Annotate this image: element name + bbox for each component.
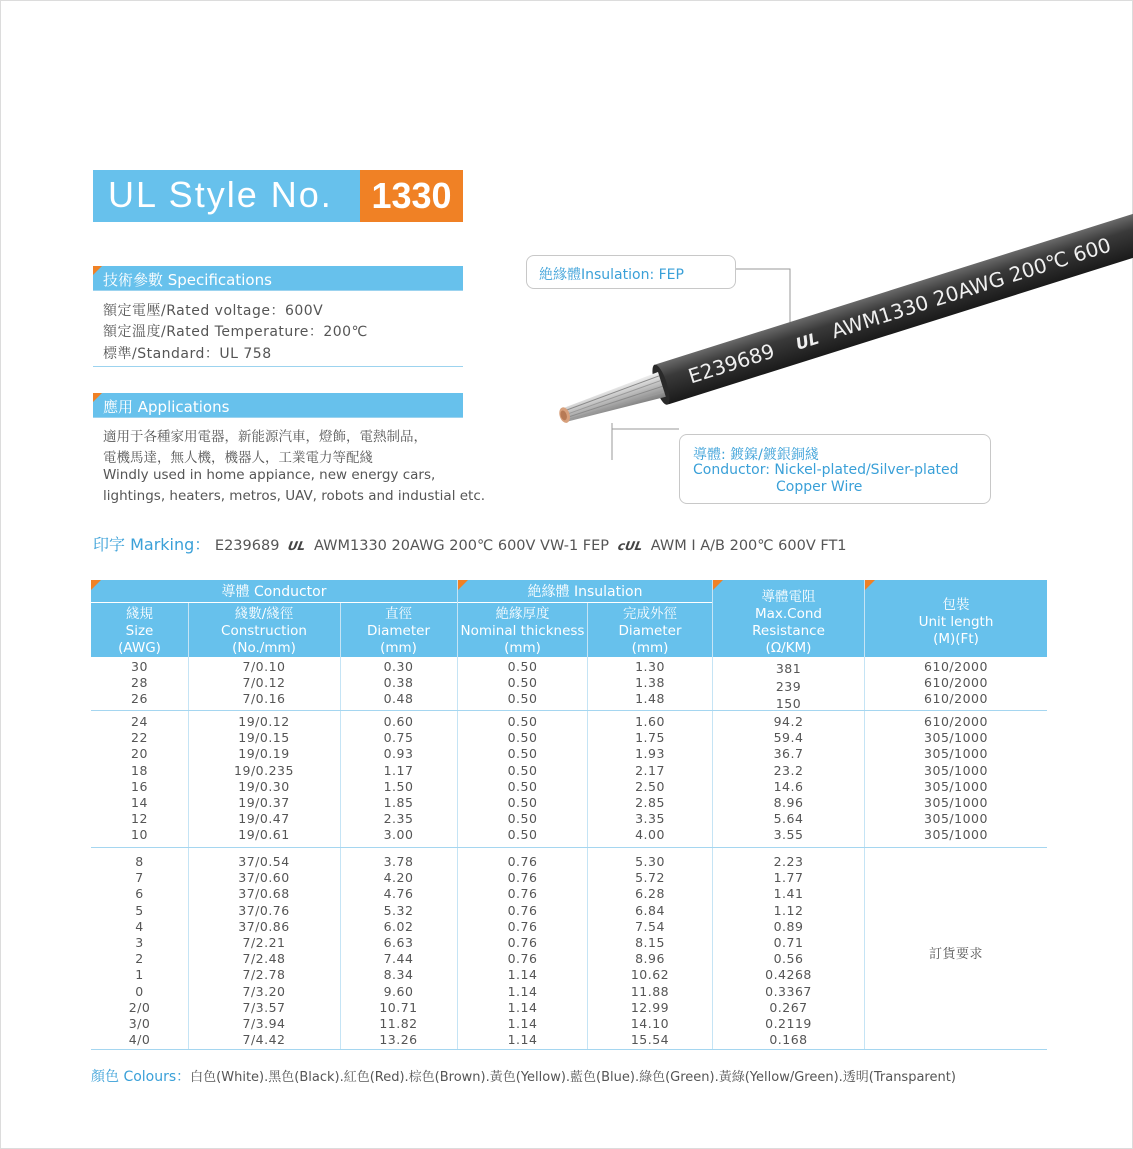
cell-construction: 37/0.68	[238, 886, 290, 901]
cable-illustration	[540, 200, 1133, 460]
cell-unit-length: 305/1000	[924, 827, 988, 842]
cell-resistance: 0.267	[769, 1000, 808, 1015]
cell-od: 11.88	[630, 984, 670, 999]
cell-thickness: 1.14	[507, 967, 538, 982]
cell-size: 5	[135, 903, 144, 918]
table-bottom-line	[91, 1049, 1047, 1050]
cell-construction: 7/4.42	[242, 1032, 286, 1047]
cell-diameter: 9.60	[383, 984, 414, 999]
cell-construction: 7/2.21	[242, 935, 286, 950]
order-note: 訂貨要求	[928, 947, 983, 962]
cell-diameter: 3.00	[383, 827, 414, 842]
spec-rated-voltage: 額定電壓/Rated voltage：600V	[103, 303, 324, 319]
cell-construction: 7/3.57	[242, 1000, 286, 1015]
corner-triangle-icon	[93, 266, 102, 275]
cell-construction: 19/0.47	[238, 811, 290, 826]
title-prefix: UL Style No.	[108, 174, 333, 215]
cell-size: 26	[131, 691, 148, 706]
cell-construction: 19/0.12	[238, 714, 290, 729]
cell-size: 7	[135, 870, 144, 885]
cell-size: 24	[131, 714, 148, 729]
cell-od: 5.72	[635, 870, 665, 885]
applications-line-zh-1: 適用于各種家用電器，新能源汽車，燈飾，電熱制品，	[103, 429, 427, 445]
cell-unit-length: 305/1000	[924, 811, 988, 826]
cell-size: 3/0	[128, 1016, 151, 1031]
cell-construction: 7/0.10	[242, 659, 286, 674]
cell-unit-length: 610/2000	[924, 714, 988, 729]
cell-construction: 37/0.86	[238, 919, 290, 934]
cell-resistance: 0.89	[773, 919, 804, 934]
cell-diameter: 0.75	[383, 730, 414, 745]
cell-construction: 37/0.76	[238, 903, 290, 918]
cell-resistance: 3.55	[773, 827, 804, 842]
cell-thickness: 0.76	[507, 919, 538, 934]
cell-resistance: 239	[775, 678, 802, 694]
applications-header-label: 應用 Applications	[103, 398, 230, 416]
cell-size: 3	[135, 935, 144, 950]
cell-od: 1.48	[635, 691, 665, 706]
cell-size: 14	[131, 795, 148, 810]
cell-thickness: 0.50	[507, 795, 538, 810]
cell-resistance: 150	[775, 696, 802, 711]
cell-resistance: 5.64	[773, 811, 804, 826]
cell-od: 10.62	[630, 967, 670, 982]
col-header-thickness: 絶緣厚度 Nominal thickness (mm)	[460, 606, 585, 656]
specifications-header-label: 技術參數 Specifications	[103, 271, 272, 289]
cell-thickness: 1.14	[507, 1000, 538, 1015]
cell-size: 22	[131, 730, 148, 745]
cell-diameter: 1.50	[383, 779, 414, 794]
cell-diameter: 0.60	[383, 714, 414, 729]
cell-size: 2	[135, 951, 144, 966]
insulation-leader-line	[735, 269, 790, 328]
cell-diameter: 4.20	[383, 870, 414, 885]
cell-thickness: 1.14	[507, 1032, 538, 1047]
cell-diameter: 13.26	[379, 1032, 418, 1047]
cell-thickness: 0.76	[507, 903, 538, 918]
conductor-callout	[679, 434, 991, 504]
cell-od: 8.15	[635, 935, 665, 950]
cable-print-ul-mark: UL	[793, 328, 822, 354]
cell-thickness: 0.50	[507, 659, 538, 674]
cell-thickness: 0.50	[507, 730, 538, 745]
cell-od: 1.60	[635, 714, 665, 729]
col-header-construction: 綫數/綫徑 Construction (No./mm)	[221, 606, 307, 656]
col-header-resistance: 導體電阻 Max.Cond Resistance (Ω/KM)	[752, 589, 825, 656]
cell-construction: 7/3.20	[242, 984, 286, 999]
cell-diameter: 8.34	[383, 967, 414, 982]
cell-od: 1.38	[635, 675, 665, 690]
cell-diameter: 2.35	[383, 811, 414, 826]
conductor-strands	[561, 372, 666, 427]
cell-size: 2/0	[128, 1000, 151, 1015]
spec-rated-temperature: 額定溫度/Rated Temperature：200℃	[103, 324, 368, 340]
cell-resistance: 8.96	[773, 795, 804, 810]
col-header-size: 綫規 Size (AWG)	[118, 606, 161, 656]
cell-thickness: 0.76	[507, 886, 538, 901]
insulation-callout-label: 絶緣體Insulation: FEP	[539, 267, 684, 283]
cell-diameter: 0.93	[383, 746, 414, 761]
cell-size: 4/0	[128, 1032, 151, 1047]
cell-construction: 7/2.48	[242, 951, 286, 966]
cell-od: 4.00	[635, 827, 665, 842]
cell-diameter: 0.30	[383, 659, 414, 674]
cell-unit-length: 305/1000	[924, 779, 988, 794]
cell-size: 28	[131, 675, 148, 690]
cell-construction: 7/2.78	[242, 967, 286, 982]
cell-size: 0	[135, 984, 144, 999]
cell-resistance: 0.168	[769, 1032, 808, 1047]
cell-diameter: 0.48	[383, 691, 414, 706]
cell-thickness: 0.76	[507, 854, 538, 869]
cell-od: 12.99	[630, 1000, 670, 1015]
marking-part-2: AWM1330 20AWG 200℃ 600V VW-1 FEP	[314, 538, 610, 554]
cell-resistance: 1.77	[773, 870, 804, 885]
cell-thickness: 0.76	[507, 951, 538, 966]
cell-diameter: 6.02	[383, 919, 414, 934]
cell-od: 1.75	[635, 730, 665, 745]
cell-size: 6	[135, 886, 144, 901]
cell-resistance: 1.41	[773, 886, 804, 901]
cell-construction: 7/3.94	[242, 1016, 286, 1031]
col-header-od: 完成外徑 Diameter (mm)	[618, 606, 682, 656]
col-header-diameter: 直徑 Diameter (mm)	[366, 606, 431, 656]
cell-thickness: 0.50	[507, 779, 538, 794]
cell-diameter: 0.38	[383, 675, 414, 690]
marking-part-3: AWM I A/B 200℃ 600V FT1	[650, 538, 847, 554]
conductor-callout-line-3: Copper Wire	[776, 479, 863, 495]
cell-od: 3.35	[635, 811, 665, 826]
cell-od: 1.30	[635, 659, 665, 674]
group-header-conductor: 導體 Conductor	[221, 584, 327, 600]
cul-logo-icon: cUL	[616, 539, 644, 553]
cell-size: 4	[135, 919, 144, 934]
cell-construction: 37/0.54	[238, 854, 290, 869]
marking-part-1: E239689	[214, 538, 280, 554]
cell-resistance: 0.3367	[765, 984, 812, 999]
cell-unit-length: 305/1000	[924, 730, 988, 745]
cell-diameter: 10.71	[379, 1000, 418, 1015]
cell-construction: 19/0.19	[238, 746, 290, 761]
colours-list: 白色(White).黑色(Black).紅色(Red).棕色(Brown).黃色(Yellow).藍色(Blue).綠色(Green).黃綠(Yellow/Green).透明(Transparent)	[190, 1070, 956, 1085]
cell-unit-length: 305/1000	[924, 746, 988, 761]
cell-thickness: 0.50	[507, 827, 538, 842]
conductor-callout-line-2: Conductor: Nickel-plated/Silver-plated	[693, 462, 959, 478]
cell-resistance: 381	[775, 661, 802, 676]
divider	[93, 366, 463, 367]
colours-label: 顏色 Colours：	[91, 1069, 191, 1085]
cable-print-id: E239689	[685, 338, 778, 389]
cell-od: 7.54	[635, 919, 665, 934]
cell-resistance: 23.2	[773, 763, 804, 778]
cell-od: 2.85	[635, 795, 665, 810]
cell-diameter: 3.78	[383, 854, 414, 869]
cell-size: 30	[131, 659, 148, 674]
cell-size: 8	[135, 854, 144, 869]
cell-od: 6.84	[635, 903, 665, 918]
group-header-insulation: 絶緣體 Insulation	[527, 584, 643, 600]
cell-size: 20	[131, 746, 148, 761]
header-divider	[91, 602, 712, 603]
cell-thickness: 0.50	[507, 746, 538, 761]
cell-resistance: 0.2119	[765, 1016, 812, 1031]
cell-size: 18	[131, 763, 148, 778]
cell-construction: 19/0.37	[238, 795, 290, 810]
applications-line-en-1: Windly used in home appiance, new energy cars,	[103, 467, 436, 483]
cell-od: 14.10	[630, 1016, 670, 1031]
cell-od: 1.93	[635, 746, 665, 761]
cell-diameter: 7.44	[383, 951, 414, 966]
cell-resistance: 36.7	[773, 746, 804, 761]
cell-thickness: 0.76	[507, 870, 538, 885]
cell-thickness: 0.50	[507, 811, 538, 826]
cell-thickness: 0.50	[507, 691, 538, 706]
cell-construction: 37/0.60	[238, 870, 290, 885]
cell-diameter: 1.85	[383, 795, 414, 810]
cell-construction: 19/0.30	[238, 779, 290, 794]
cell-size: 16	[131, 779, 148, 794]
cell-construction: 7/0.12	[242, 675, 286, 690]
cell-unit-length: 610/2000	[924, 691, 988, 706]
cell-diameter: 6.63	[383, 935, 414, 950]
cell-thickness: 0.50	[507, 675, 538, 690]
cable-print-text: AWM1330 20AWG 200℃ 600	[828, 232, 1114, 344]
spec-standard: 標準/Standard：UL 758	[103, 346, 272, 362]
cell-thickness: 1.14	[507, 1016, 538, 1031]
insulation-callout	[526, 255, 736, 289]
cell-diameter: 5.32	[383, 903, 414, 918]
cell-od: 6.28	[635, 886, 665, 901]
applications-line-en-2: lightings, heaters, metros, UAV, robots and industial etc.	[103, 488, 486, 504]
group-separator	[91, 710, 1047, 711]
cell-thickness: 0.50	[507, 763, 538, 778]
cell-resistance: 94.2	[773, 714, 804, 729]
cell-resistance: 0.56	[773, 951, 804, 966]
cell-resistance: 0.4268	[765, 967, 812, 982]
divider	[93, 290, 463, 291]
cell-od: 2.17	[635, 763, 665, 778]
cell-thickness: 1.14	[507, 984, 538, 999]
cell-resistance: 0.71	[773, 935, 804, 950]
cell-thickness: 0.50	[507, 714, 538, 729]
corner-triangle-icon	[93, 393, 102, 402]
cell-size: 1	[135, 967, 144, 982]
cell-diameter: 1.17	[383, 763, 414, 778]
ul-logo-icon: UL	[286, 539, 307, 553]
cell-unit-length: 610/2000	[924, 675, 988, 690]
cell-thickness: 0.76	[507, 935, 538, 950]
cell-size: 12	[131, 811, 148, 826]
conductor-callout-line-1: 導體: 鍍鎳/鍍銀銅綫	[693, 447, 819, 463]
cell-resistance: 59.4	[773, 730, 804, 745]
cell-construction: 19/0.15	[238, 730, 290, 745]
cell-resistance: 2.23	[773, 854, 804, 869]
col-header-unit: 包裝 Unit length (M)(Ft)	[918, 597, 994, 647]
divider	[93, 417, 463, 418]
applications-line-zh-2: 電機馬達，無人機，機器人，工業電力等配綫	[103, 450, 373, 466]
cell-resistance: 14.6	[773, 779, 804, 794]
cell-od: 8.96	[635, 951, 665, 966]
group-separator	[91, 847, 1047, 848]
cell-unit-length: 305/1000	[924, 795, 988, 810]
marking-label: 印字 Marking：	[93, 535, 211, 554]
cell-unit-length: 610/2000	[924, 659, 988, 674]
applications-header	[93, 393, 463, 417]
cell-od: 15.54	[630, 1032, 670, 1047]
cell-construction: 19/0.61	[238, 827, 290, 842]
cell-resistance: 1.12	[773, 903, 804, 918]
cell-diameter: 4.76	[383, 886, 414, 901]
cell-construction: 19/0.235	[234, 763, 294, 778]
cell-od: 2.50	[635, 779, 665, 794]
specifications-header	[93, 266, 463, 290]
cell-construction: 7/0.16	[242, 691, 286, 706]
marking-line	[93, 532, 847, 555]
corner-triangle-icon	[865, 580, 875, 590]
colours-line	[91, 1066, 956, 1086]
cell-diameter: 11.82	[379, 1016, 418, 1031]
cell-unit-length: 305/1000	[924, 763, 988, 778]
title-number: 1330	[360, 170, 463, 222]
cell-size: 10	[131, 827, 148, 842]
cell-od: 5.30	[635, 854, 665, 869]
